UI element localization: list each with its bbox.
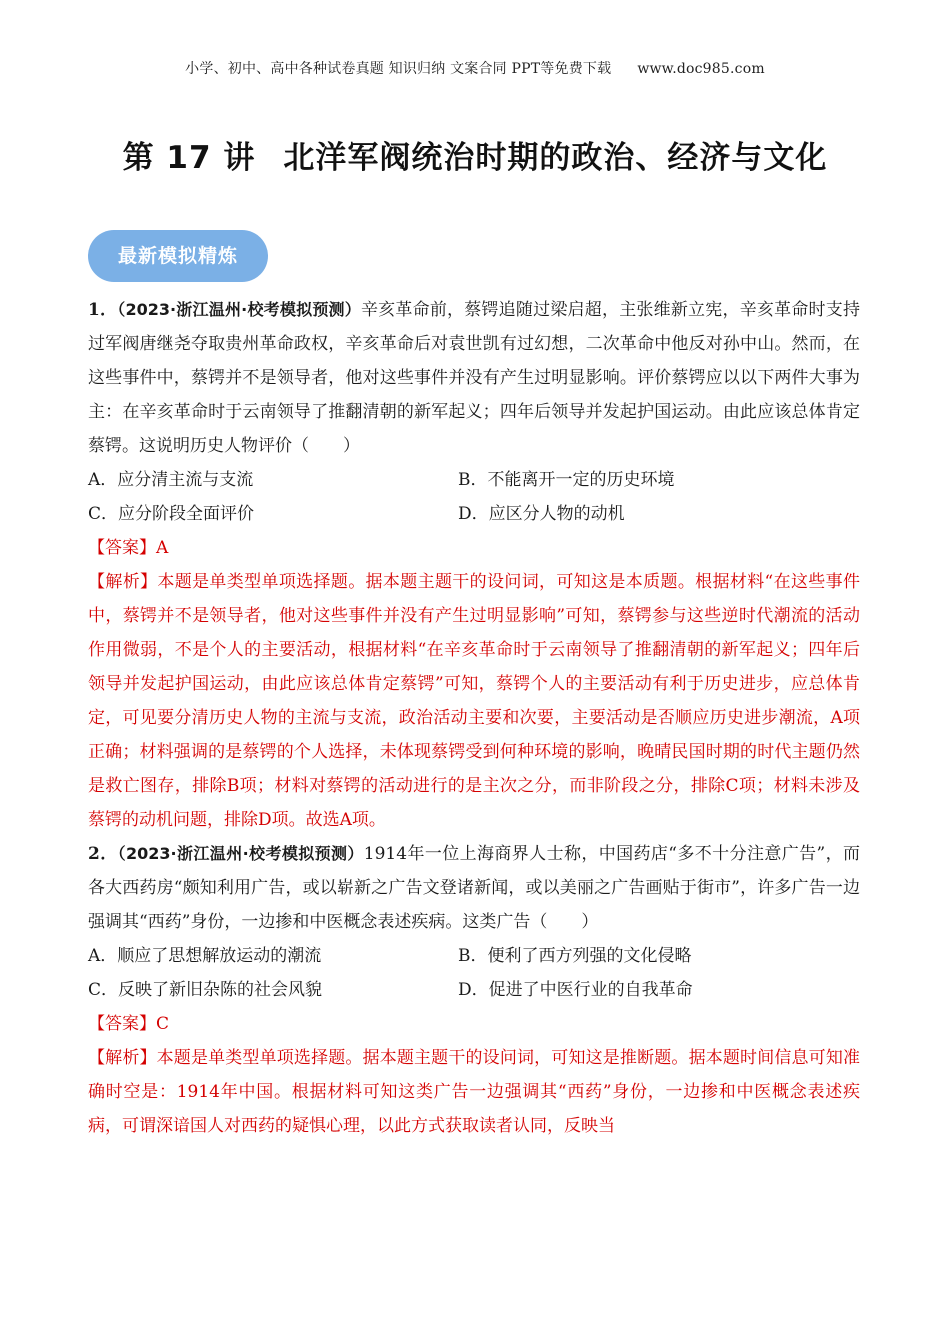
- answer: 【答案】C: [88, 1014, 170, 1034]
- options-grid: [88, 939, 860, 1007]
- question-text: 1914年一位上海商界人士称，中国药店“多不十分注意广告”，而各大西药房“颇知利用广告，或以崭新之广告文登诸新闻，或以美丽之广告画贴于街市”，许多广告一边强调其“西药”身份，一边掺和中医概念表述疾病。这类广告（ ）: [88, 844, 860, 932]
- question-source: （2023·浙江温州·校考模拟预测）: [117, 300, 361, 319]
- option-d: D．应区分人物的动机: [458, 504, 625, 524]
- question-stem: [88, 293, 860, 463]
- option-c: C．反映了新旧杂陈的社会风貌: [88, 980, 323, 1000]
- answer: 【答案】A: [88, 538, 169, 558]
- question-2: [88, 837, 860, 1143]
- question-1: [88, 293, 860, 837]
- question-text: 辛亥革命前，蔡锷追随过梁启超，主张维新立宪，辛亥革命时支持过军阀唐继尧夺取贵州革命政权，辛亥革命后对袁世凯有过幻想，二次革命中他反对孙中山。然而，在这些事件中，蔡锷并不是领导者，他对这些事件并没有产生过明显影响。评价蔡锷应以以下两件大事为主：在辛亥革命时于云南领导了推翻清朝的新军起义；四年后领导并发起护国运动。由此应该总体肯定蔡锷。这说明历史人物评价（ ）: [88, 300, 860, 456]
- header-text: 小学、初中、高中各种试卷真题 知识归纳 文案合同 PPT等免费下载: [185, 61, 612, 77]
- section-badge: 最新模拟精炼: [88, 230, 268, 282]
- page-header: [0, 58, 950, 78]
- option-a: A．顺应了思想解放运动的潮流: [88, 946, 322, 966]
- analysis: 【解析】本题是单类型单项选择题。据本题主题干的设问词，可知这是推断题。据本题时间信息可知准确时空是：1914年中国。根据材料可知这类广告一边强调其“西药”身份，一边掺和中医概念表述疾病，可谓深谙国人对西药的疑惧心理，以此方式获取读者认同，反映当: [88, 1048, 860, 1136]
- option-a: A．应分清主流与支流: [88, 470, 254, 490]
- lecture-number: 第 17 讲: [122, 140, 256, 176]
- option-c: C．应分阶段全面评价: [88, 504, 255, 524]
- questions-container: [88, 293, 860, 1143]
- question-stem: [88, 837, 860, 939]
- option-d: D．促进了中医行业的自我革命: [458, 980, 693, 1000]
- option-b: B．便利了西方列强的文化侵略: [458, 946, 692, 966]
- page-title: [0, 132, 950, 177]
- option-b: B．不能离开一定的历史环境: [458, 470, 675, 490]
- lecture-topic: 北洋军阀统治时期的政治、经济与文化: [283, 140, 828, 176]
- header-site: www.doc985.com: [637, 61, 765, 77]
- question-number: 2．: [88, 844, 118, 864]
- question-source: （2023·浙江温州·校考模拟预测）: [117, 844, 364, 863]
- question-number: 1．: [88, 300, 118, 320]
- analysis: 【解析】本题是单类型单项选择题。据本题主题干的设问词，可知这是本质题。根据材料“在这些事件中，蔡锷并不是领导者，他对这些事件并没有产生过明显影响”可知，蔡锷参与这些逆时代潮流的活动作用微弱，不是个人的主要活动，根据材料“在辛亥革命时于云南领导了推翻清朝的新军起义；四年后领导并发起护国运动，由此应该总体肯定蔡锷”可知，蔡锷个人的主要活动有利于历史进步，应总体肯定，可见要分清历史人物的主流与支流，政治活动主要和次要，主要活动是否顺应历史进步潮流，A项正确；材料强调的是蔡锷的个人选择，未体现蔡锷受到何种环境的影响，晚晴民国时期的时代主题仍然是救亡图存，排除B项；材料对蔡锷的活动进行的是主次之分，而非阶段之分，排除C项；材料未涉及蔡锷的动机问题，排除D项。故选A项。: [88, 572, 860, 830]
- options-grid: [88, 463, 860, 531]
